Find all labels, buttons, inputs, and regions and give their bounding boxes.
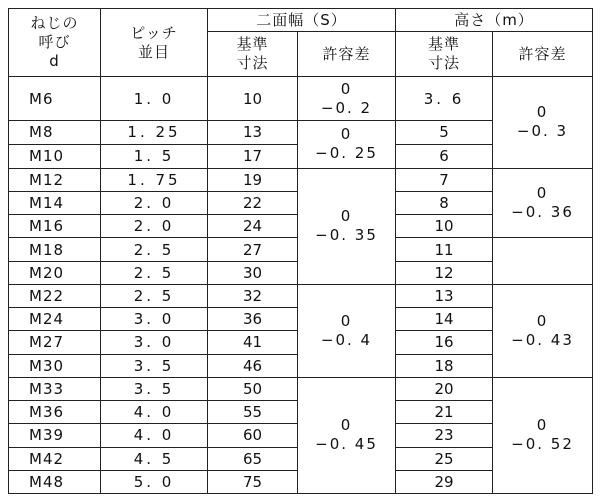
tolerance-upper: 0 [340, 125, 353, 144]
cell-s-nominal: 13 [208, 121, 298, 145]
header-pitch-line1: ピッチ [130, 23, 178, 42]
cell-s-tolerance [298, 77, 396, 121]
cell-pitch: 3. 0 [101, 308, 208, 331]
cell-thread-size: M30 [9, 354, 101, 377]
cell-m-tolerance [493, 77, 593, 169]
cell-pitch: 2. 5 [101, 261, 208, 284]
cell-m-nominal: 7 [396, 168, 493, 191]
cell-pitch: 1. 0 [101, 77, 208, 121]
cell-m-nominal: 12 [396, 261, 493, 284]
tolerance-lower: −0. 45 [315, 435, 378, 454]
cell-pitch: 4. 0 [101, 424, 208, 447]
cell-s-nominal: 50 [208, 377, 298, 400]
cell-pitch: 3. 0 [101, 331, 208, 354]
tolerance-lower: −0. 52 [511, 435, 574, 454]
header-thread-size-line3: d [49, 52, 60, 70]
tolerance-upper: 0 [340, 416, 353, 435]
cell-s-nominal: 17 [208, 144, 298, 168]
cell-pitch: 4. 0 [101, 401, 208, 424]
cell-pitch: 5. 0 [101, 470, 208, 493]
cell-thread-size: M39 [9, 424, 101, 447]
tolerance-lower: −0. 43 [511, 330, 574, 349]
cell-m-nominal: 21 [396, 401, 493, 424]
cell-thread-size: M24 [9, 308, 101, 331]
cell-thread-size: M8 [9, 121, 101, 145]
tolerance-upper: 0 [536, 103, 549, 122]
tolerance-lower: −0. 3 [516, 122, 569, 141]
cell-thread-size: M16 [9, 215, 101, 238]
header-pitch [101, 9, 208, 77]
header-thread-size [9, 9, 101, 77]
cell-s-nominal: 36 [208, 308, 298, 331]
cell-s-nominal: 27 [208, 238, 298, 261]
cell-m-nominal: 18 [396, 354, 493, 377]
cell-m-nominal: 23 [396, 424, 493, 447]
cell-s-nominal: 22 [208, 191, 298, 214]
cell-m-nominal: 8 [396, 191, 493, 214]
cell-s-nominal: 75 [208, 470, 298, 493]
cell-s-nominal: 60 [208, 424, 298, 447]
cell-pitch: 1. 75 [101, 168, 208, 191]
tolerance-lower: −0. 36 [511, 203, 574, 222]
tolerance-upper: 0 [536, 184, 549, 203]
cell-thread-size: M14 [9, 191, 101, 214]
cell-pitch: 3. 5 [101, 354, 208, 377]
cell-m-nominal: 14 [396, 308, 493, 331]
header-s-nominal-line1: 基準 [236, 35, 269, 53]
tolerance-upper: 0 [536, 311, 549, 330]
cell-s-tolerance [298, 168, 396, 284]
header-thread-size-line2: 呼び [38, 33, 71, 51]
header-s-nominal-line2: 寸法 [236, 54, 269, 72]
header-pitch-line2: 並目 [137, 42, 170, 61]
tolerance-lower: −0. 2 [320, 98, 373, 117]
cell-m-nominal: 11 [396, 238, 493, 261]
cell-s-nominal: 30 [208, 261, 298, 284]
cell-s-nominal: 65 [208, 447, 298, 470]
tolerance-lower: −0. 25 [315, 144, 378, 163]
cell-pitch: 2. 0 [101, 191, 208, 214]
cell-m-nominal: 13 [396, 284, 493, 307]
cell-pitch: 1. 5 [101, 144, 208, 168]
cell-m-nominal: 10 [396, 215, 493, 238]
header-row-1 [9, 9, 593, 32]
cell-s-nominal: 46 [208, 354, 298, 377]
header-m-nominal [396, 32, 493, 77]
cell-m-nominal: 16 [396, 331, 493, 354]
cell-thread-size: M33 [9, 377, 101, 400]
cell-thread-size: M22 [9, 284, 101, 307]
cell-pitch: 2. 5 [101, 284, 208, 307]
cell-thread-size: M27 [9, 331, 101, 354]
header-m-nominal-line1: 基準 [427, 35, 460, 53]
cell-m-nominal: 5 [396, 121, 493, 145]
cell-m-nominal: 6 [396, 144, 493, 168]
cell-thread-size: M10 [9, 144, 101, 168]
table-row [9, 168, 593, 191]
cell-thread-size: M12 [9, 168, 101, 191]
header-m-nominal-line2: 寸法 [427, 54, 460, 72]
cell-s-nominal: 10 [208, 77, 298, 121]
table-row [9, 377, 593, 400]
table-row [9, 77, 593, 121]
cell-m-tolerance [493, 284, 593, 377]
tolerance-upper: 0 [536, 416, 549, 435]
table-row [9, 284, 593, 307]
cell-pitch: 3. 5 [101, 377, 208, 400]
header-width-across-flats: 二面幅（S） [208, 9, 396, 32]
tolerance-lower: −0. 4 [320, 330, 373, 349]
cell-thread-size: M18 [9, 238, 101, 261]
cell-pitch: 1. 25 [101, 121, 208, 145]
header-height: 高さ（m） [396, 9, 593, 32]
cell-m-tolerance [493, 377, 593, 493]
nut-dimension-table [8, 8, 593, 494]
header-s-nominal [208, 32, 298, 77]
cell-s-tolerance [298, 377, 396, 493]
cell-thread-size: M48 [9, 470, 101, 493]
cell-s-nominal: 24 [208, 215, 298, 238]
cell-pitch: 2. 0 [101, 215, 208, 238]
tolerance-upper: 0 [340, 79, 353, 98]
cell-s-tolerance [298, 284, 396, 377]
cell-s-nominal: 55 [208, 401, 298, 424]
header-thread-size-line1: ねじの [30, 14, 79, 32]
cell-m-nominal: 29 [396, 470, 493, 493]
cell-m-nominal: 20 [396, 377, 493, 400]
cell-pitch: 2. 5 [101, 238, 208, 261]
cell-s-tolerance [298, 121, 396, 169]
cell-m-tolerance [493, 168, 593, 238]
tolerance-upper: 0 [340, 207, 353, 226]
cell-m-nominal: 25 [396, 447, 493, 470]
cell-thread-size: M42 [9, 447, 101, 470]
cell-thread-size: M6 [9, 77, 101, 121]
cell-pitch: 4. 5 [101, 447, 208, 470]
cell-s-nominal: 32 [208, 284, 298, 307]
tolerance-upper: 0 [340, 311, 353, 330]
header-m-tolerance: 許容差 [493, 32, 593, 77]
cell-m-nominal: 3. 6 [396, 77, 493, 121]
cell-s-nominal: 19 [208, 168, 298, 191]
header-s-tolerance: 許容差 [298, 32, 396, 77]
cell-s-nominal: 41 [208, 331, 298, 354]
cell-thread-size: M36 [9, 401, 101, 424]
tolerance-lower: −0. 35 [315, 226, 378, 245]
cell-m-tolerance-empty [493, 238, 593, 284]
cell-thread-size: M20 [9, 261, 101, 284]
